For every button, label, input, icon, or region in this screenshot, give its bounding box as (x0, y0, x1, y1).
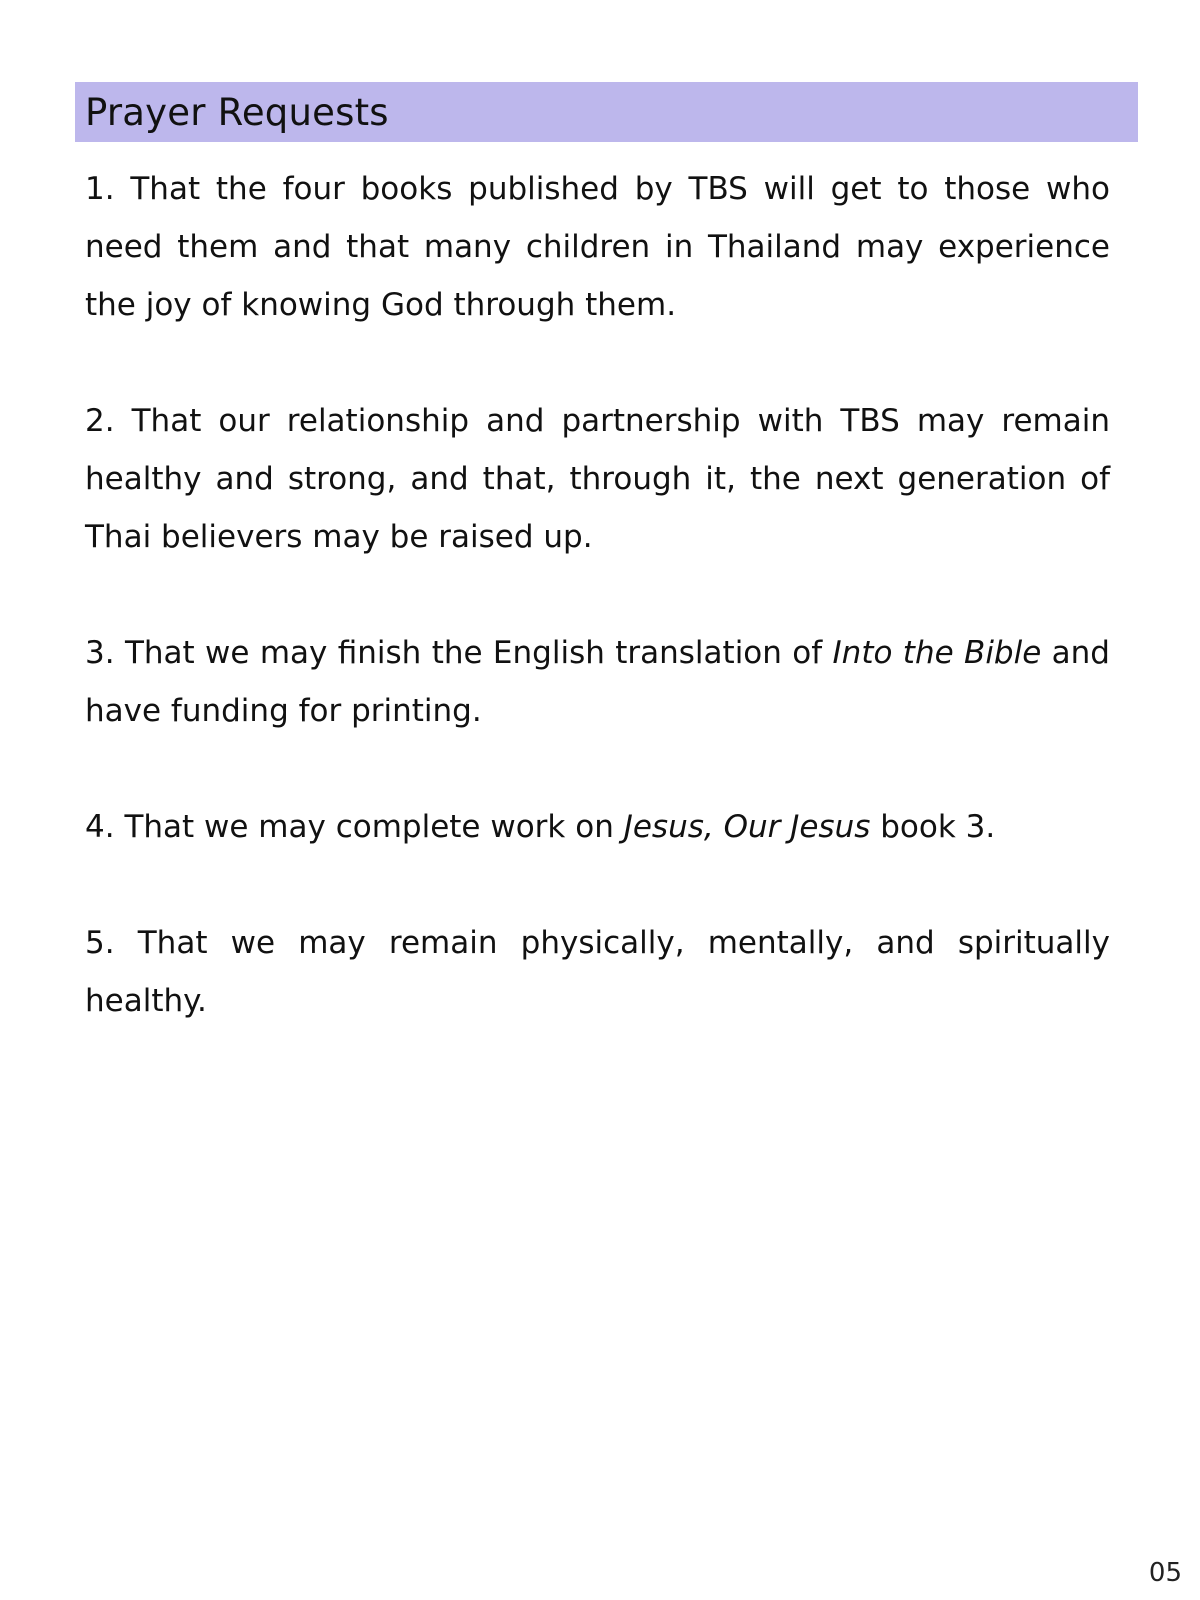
prayer-request-5 (85, 914, 1110, 1030)
request-text: That our relationship and partnership with TBS may remain healthy and strong, and that, through it, the next generation of Thai believers may be raised up. (85, 403, 1110, 555)
request-text-before: That we may finish the English translation of (124, 635, 833, 671)
page-number: 05 (1148, 1558, 1182, 1588)
request-text: That the four books published by TBS will get to those who need them and that many children in Thailand may experience the joy of knowing God through them. (85, 171, 1110, 323)
request-number: 4. (85, 809, 115, 845)
prayer-request-4 (85, 798, 1110, 856)
request-number: 1. (85, 171, 115, 207)
section-heading-bar (75, 82, 1138, 142)
prayer-request-list (85, 160, 1110, 1088)
prayer-request-1 (85, 160, 1110, 334)
section-heading: Prayer Requests (85, 90, 389, 134)
prayer-request-3 (85, 624, 1110, 740)
request-text-after: book 3. (870, 809, 996, 845)
book-title-into-the-bible: Into the Bible (832, 635, 1042, 671)
request-number: 3. (85, 635, 115, 671)
request-number: 2. (85, 403, 115, 439)
request-text: That we may remain physically, mentally, and spiritually healthy. (85, 925, 1110, 1019)
book-title-jesus-our-jesus: Jesus, Our Jesus (623, 809, 871, 845)
request-text-before: That we may complete work on (124, 809, 624, 845)
request-text-after: and have funding for printing. (85, 635, 1110, 729)
prayer-request-2 (85, 392, 1110, 566)
request-number: 5. (85, 925, 115, 961)
